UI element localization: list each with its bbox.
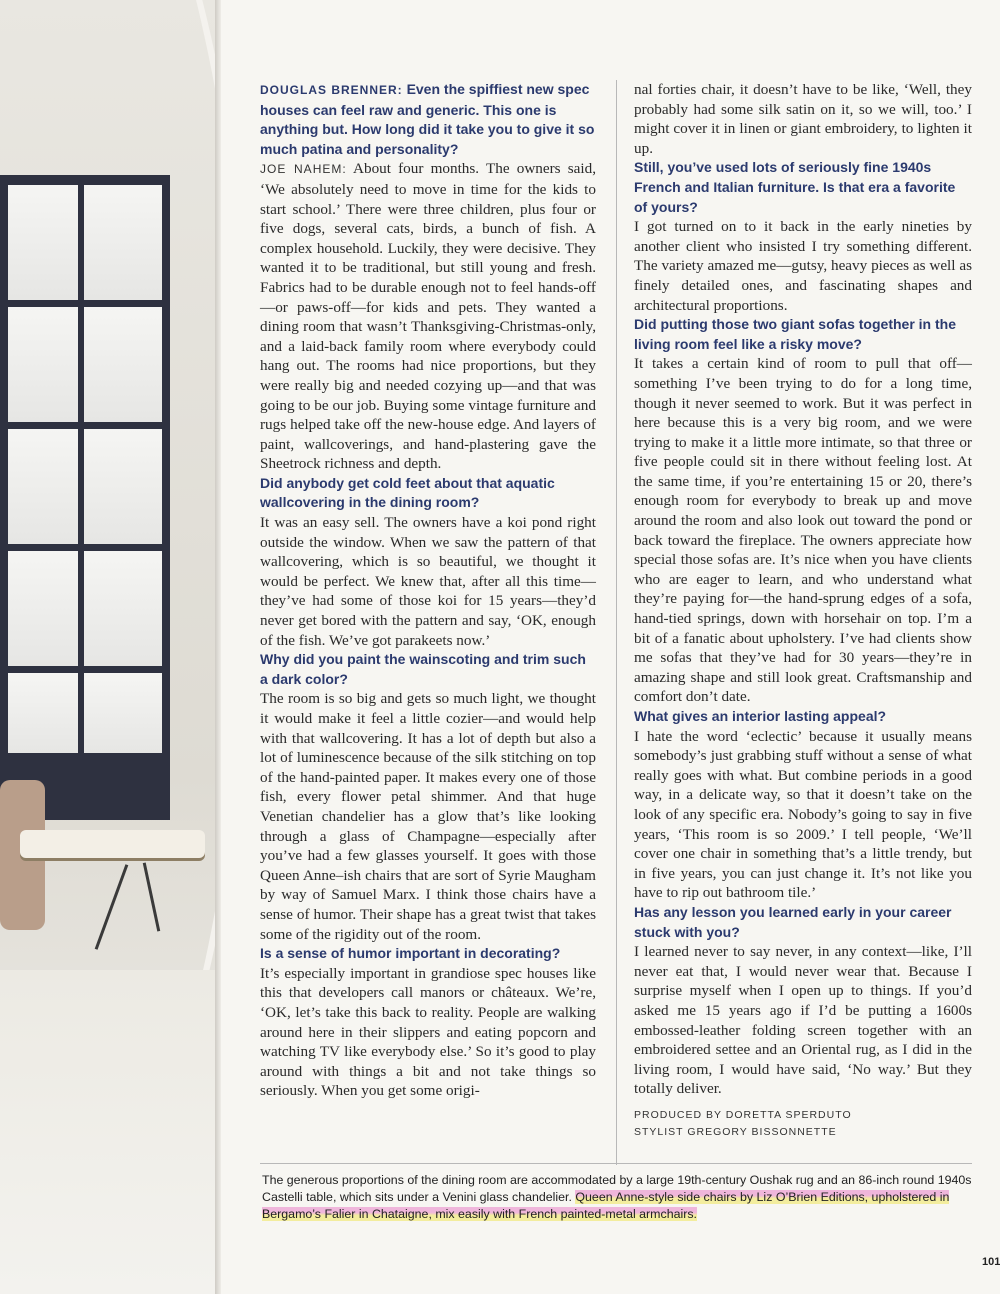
question-text: What gives an interior lasting appeal?	[634, 708, 887, 724]
question-paragraph	[634, 707, 972, 727]
caption-highlighted-text: Queen Anne-style side chairs by Liz O’Brien Editions, upholstered in Bergamo’s Falier in Chataigne, mix easily with French painted-metal armchairs.	[262, 1190, 950, 1221]
answer-paragraph	[260, 964, 596, 1101]
question-text: Did putting those two giant sofas together in the living room feel like a risky move?	[634, 316, 956, 352]
answer-text: It takes a certain kind of room to pull that off—something I’ve been trying to do for a long time, though it never seemed to work. But it was perfect in here because this is a very big room, and we were trying to make it a little more intimate, so that three or five people could sit in there without feeling lost. At the same time, if you’re entertaining 15 or 20, there’s enough room for everybody to break up and move around the room and also look out toward the pond or back toward the fireplace. The owners appreciate how special those sofas are. It’s nice when you have clients who are eager to learn, and who understand what they’re paying for—the hand-sprung edges of a sofa, hand-tied springs, down with horsehair on top. I’m a bit of a fanatic about upholstery. I’ve had clients show me sofas that they’ve had for 30 years—they’re in amazing shape and still look great. Craftsmanship and comfort don’t date.	[634, 355, 972, 706]
answer-paragraph	[634, 80, 972, 158]
speaker-name: DOUGLAS BRENNER:	[260, 83, 403, 97]
answer-text: It was an easy sell. The owners have a koi pond right outside the window. When we saw the pattern of that wallcovering, which is so beautiful, we thought it would be perfect. We knew that, after all this time—they’ve had some of those koi for 15 years—they’d never get bored with the pattern and say, ‘OK, enough of the fish. We’ve got parakeets now.’	[260, 514, 596, 649]
question-paragraph	[260, 944, 596, 964]
oushak-rug	[0, 970, 215, 1294]
side-chair	[0, 770, 210, 890]
text-column-right	[634, 80, 972, 1141]
answer-paragraph	[260, 513, 596, 650]
text-column-left	[260, 80, 596, 1101]
column-divider	[616, 80, 617, 1165]
answer-text: I learned never to say never, in any context—like, I’ll never eat that, I would never wear that. Because I surprise myself when I open up to things. If you’d asked me 15 years ago if I’d be putting a 1600s embossed-leather folding screen together with an embroidered settee and an Oriental rug, as I did in the living room, I would have said, ‘No way.’ But they totally deliver.	[634, 943, 972, 1098]
question-paragraph	[260, 80, 596, 159]
page-number: 101	[982, 1256, 1000, 1268]
answer-text: About four months. The owners said, ‘We absolutely need to move in time for the kids to start school.’ There were three children, plus four or five dogs, several cats, birds, a bunch of fish. A complex household. Luckily, they were decisive. They wanted it to be traditional, but still young and fresh. Fabrics had to be durable enough not to feel hands-off—or paws-off—for kids and pets. They wanted a dining room that wasn’t Thanksgiving-Christmas-only, and a laid-back family room where everybody could hang out. The rooms had nice proportions, but they were really big and needed cozying up—and that was going to be our job. Buying some vintage furniture and rugs helped take off the new-house edge. And layers of paint, wallcoverings, and hand-plastering gave the Sheetrock richness and depth.	[260, 160, 596, 473]
dining-room-photo	[0, 0, 215, 1294]
page-gutter	[215, 0, 221, 1294]
answer-paragraph	[634, 354, 972, 707]
question-paragraph	[260, 474, 596, 513]
answer-text: I got turned on to it back in the early nineties by another client who insisted I try something different. The variety amazed me—gutsy, heavy pieces as well as finely detailed ones, and fascinating shapes and architectural proportions.	[634, 218, 972, 314]
question-text: Still, you’ve used lots of seriously fine 1940s French and Italian furniture. Is that era a favorite of yours?	[634, 159, 956, 215]
answer-paragraph	[260, 689, 596, 944]
answer-paragraph	[634, 217, 972, 315]
producer-credit: PRODUCED BY DORETTA SPERDUTO	[634, 1108, 852, 1121]
answer-paragraph	[634, 942, 972, 1099]
caption-text: The generous proportions of the dining room are accommodated by a large 19th-century Oushak rug and an 86-inch round 1940s Castelli table, which sits under a Venini glass chandelier.	[262, 1173, 972, 1204]
answer-text: nal forties chair, it doesn’t have to be like, ‘Well, they probably had some silk satin on it, so we will, too.’ I might cover it in linen or giant embroidery, to lighten it up.	[634, 81, 972, 157]
stylist-credit: STYLIST GREGORY BISSONNETTE	[634, 1125, 837, 1138]
answer-text: The room is so big and gets so much light, we thought it would make it feel a little cozier—and would help with that wallcovering. It has a lot of depth but also a lot of luminescence because of the silk stitching on top of the hand-painted paper. It makes every one of those fish, every flower petal shimmer. And that huge Venetian chandelier has a glow that’s like looking through a glass of Champagne—especially after you’ve had a few glasses yourself. It goes with those Queen Anne–ish chairs that are sort of Syrie Maugham by way of Samuel Marx. I think those chairs have a sense of humor. Their shape has a great twist that takes some of the rigidity out of the room.	[260, 690, 596, 943]
question-text: Did anybody get cold feet about that aquatic wallcovering in the dining room?	[260, 474, 555, 511]
speaker-name: JOE NAHEM:	[260, 162, 347, 177]
photo-caption	[262, 1172, 977, 1223]
answer-paragraph	[634, 727, 972, 903]
question-text: Is a sense of humor important in decorating?	[260, 945, 561, 962]
window	[0, 175, 170, 820]
question-text: Has any lesson you learned early in your career stuck with you?	[634, 903, 952, 940]
question-text: Why did you paint the wainscoting and trim such a dark color?	[260, 651, 586, 687]
answer-text: It’s especially important in grandiose spec houses like this that developers call manors or châteaux. We’re, ‘OK, let’s take this back to reality. People are walking around here in their slippers and eating popcorn and watching TV like everybody else.’ So it’s good to play around with things a bit and not take things so seriously. When you get some origi-	[260, 964, 596, 1100]
question-paragraph	[260, 650, 596, 689]
question-paragraph	[634, 158, 972, 217]
question-paragraph	[634, 315, 972, 354]
question-text: Even the spiffiest new spec houses can feel raw and generic. This one is anything but. How long did it take you to give it so much patina and personality?	[260, 81, 595, 157]
credits	[634, 1107, 972, 1141]
caption-rule	[260, 1163, 972, 1164]
answer-paragraph	[260, 159, 596, 474]
question-paragraph	[634, 903, 972, 942]
answer-text: I hate the word ‘eclectic’ because it usually means somebody’s just grabbing stuff without a sense of what really goes with what. But combine periods in a good way, in a delicate way, so that it doesn’t take on the look of any specific era. Nobody’s going to say in five years, ‘This room is so 2009.’ I tell people, ‘We’ll cover one chair in something that’s a little trendy, but in five years, you can just change it. It’s not like you have to rip out bathroom tile.’	[634, 727, 972, 902]
